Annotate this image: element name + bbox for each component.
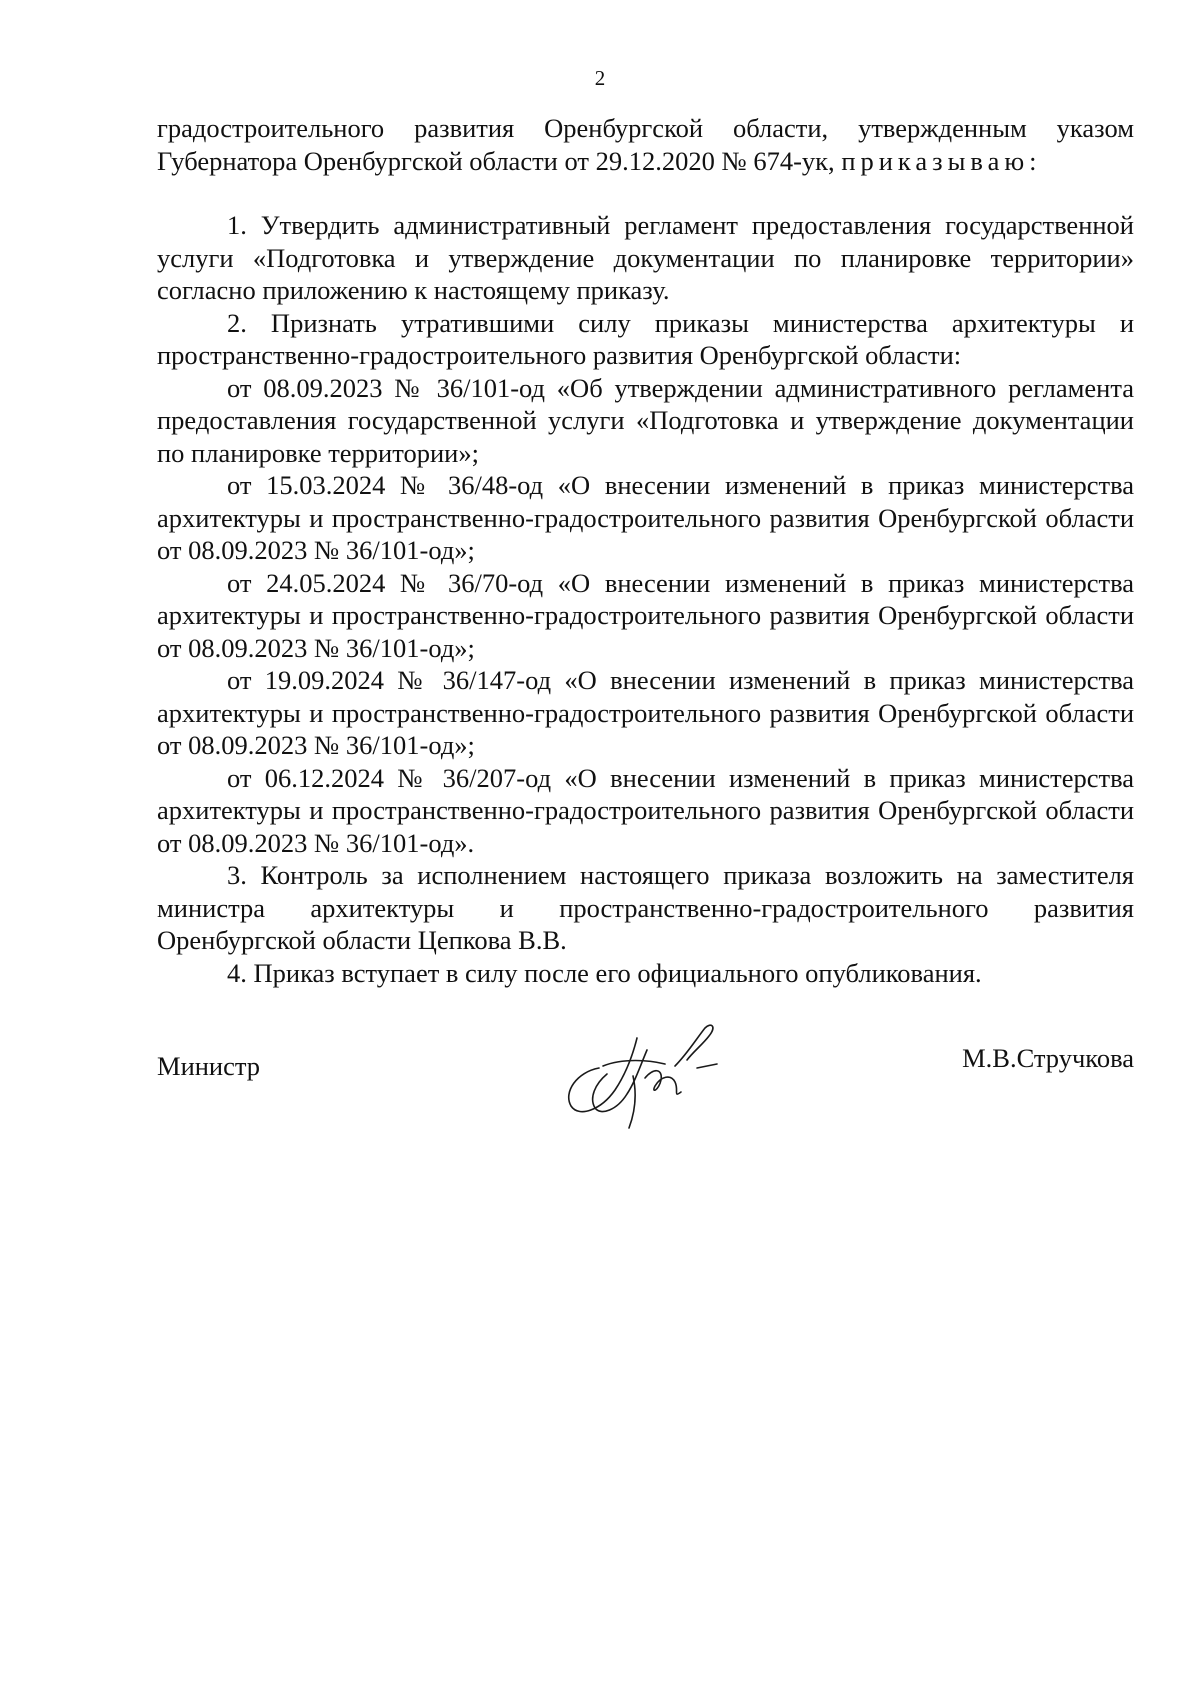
page-number: 2 bbox=[594, 66, 606, 90]
item-2-paragraph: 2. Признать утратившими силу приказы министерства архитектуры и пространственно-градостроительного развития Оренбургской области: bbox=[157, 307, 1134, 370]
repealed-order-2: от 15.03.2024 № 36/48-од «О внесении изменений в приказ министерства архитектуры и пространственно-градостроительного развития Оренбургской области от 08.09.2023 № 36/101-од»; bbox=[157, 470, 1134, 565]
intro-paragraph bbox=[157, 112, 1134, 177]
repealed-order-1: от 08.09.2023 № 36/101-од «Об утверждении административного регламента предоставления государственной услуги «Подготовка и утверждение документации по планировке территории»; bbox=[157, 372, 1134, 468]
repealed-order-3: от 24.05.2024 № 36/70-од «О внесении изменений в приказ министерства архитектуры и пространственно-градостроительного развития Оренбургской области от 08.09.2023 № 36/101-од»; bbox=[157, 567, 1134, 663]
repealed-order-5: от 06.12.2024 № 36/207-од «О внесении изменений в приказ министерства архитектуры и пространственно-градостроительного развития Оренбургской области от 08.09.2023 № 36/101-од». bbox=[157, 762, 1134, 858]
document-body bbox=[157, 112, 1134, 989]
signatory-title: Министр bbox=[157, 1051, 261, 1081]
handwritten-signature bbox=[537, 994, 737, 1134]
signatory-name: М.В.Стручкова bbox=[962, 1043, 1134, 1073]
item-3-paragraph: 3. Контроль за исполнением настоящего приказа возложить на заместителя министра архитектуры и пространственно-градостроительного развития Оренбургской области Цепкова В.В. bbox=[157, 860, 1134, 955]
order-word: приказываю: bbox=[841, 145, 1042, 176]
item-4-paragraph: 4. Приказ вступает в силу после его официального опубликования. bbox=[227, 957, 982, 988]
signature-block bbox=[157, 1030, 1134, 1180]
item-1-paragraph: 1. Утвердить административный регламент предоставления государственной услуги «Подготовка и утверждение документации по планировке территории» согласно приложению к настоящему приказу. bbox=[157, 210, 1134, 305]
repealed-order-4: от 19.09.2024 № 36/147-од «О внесении изменений в приказ министерства архитектуры и пространственно-градостроительного развития Оренбургской области от 08.09.2023 № 36/101-од»; bbox=[157, 665, 1134, 760]
intro-text: градостроительного развития Оренбургской области, утвержденным указом Губернатора Оренбургской области от 29.12.2020 № 674-ук, bbox=[157, 113, 1134, 176]
